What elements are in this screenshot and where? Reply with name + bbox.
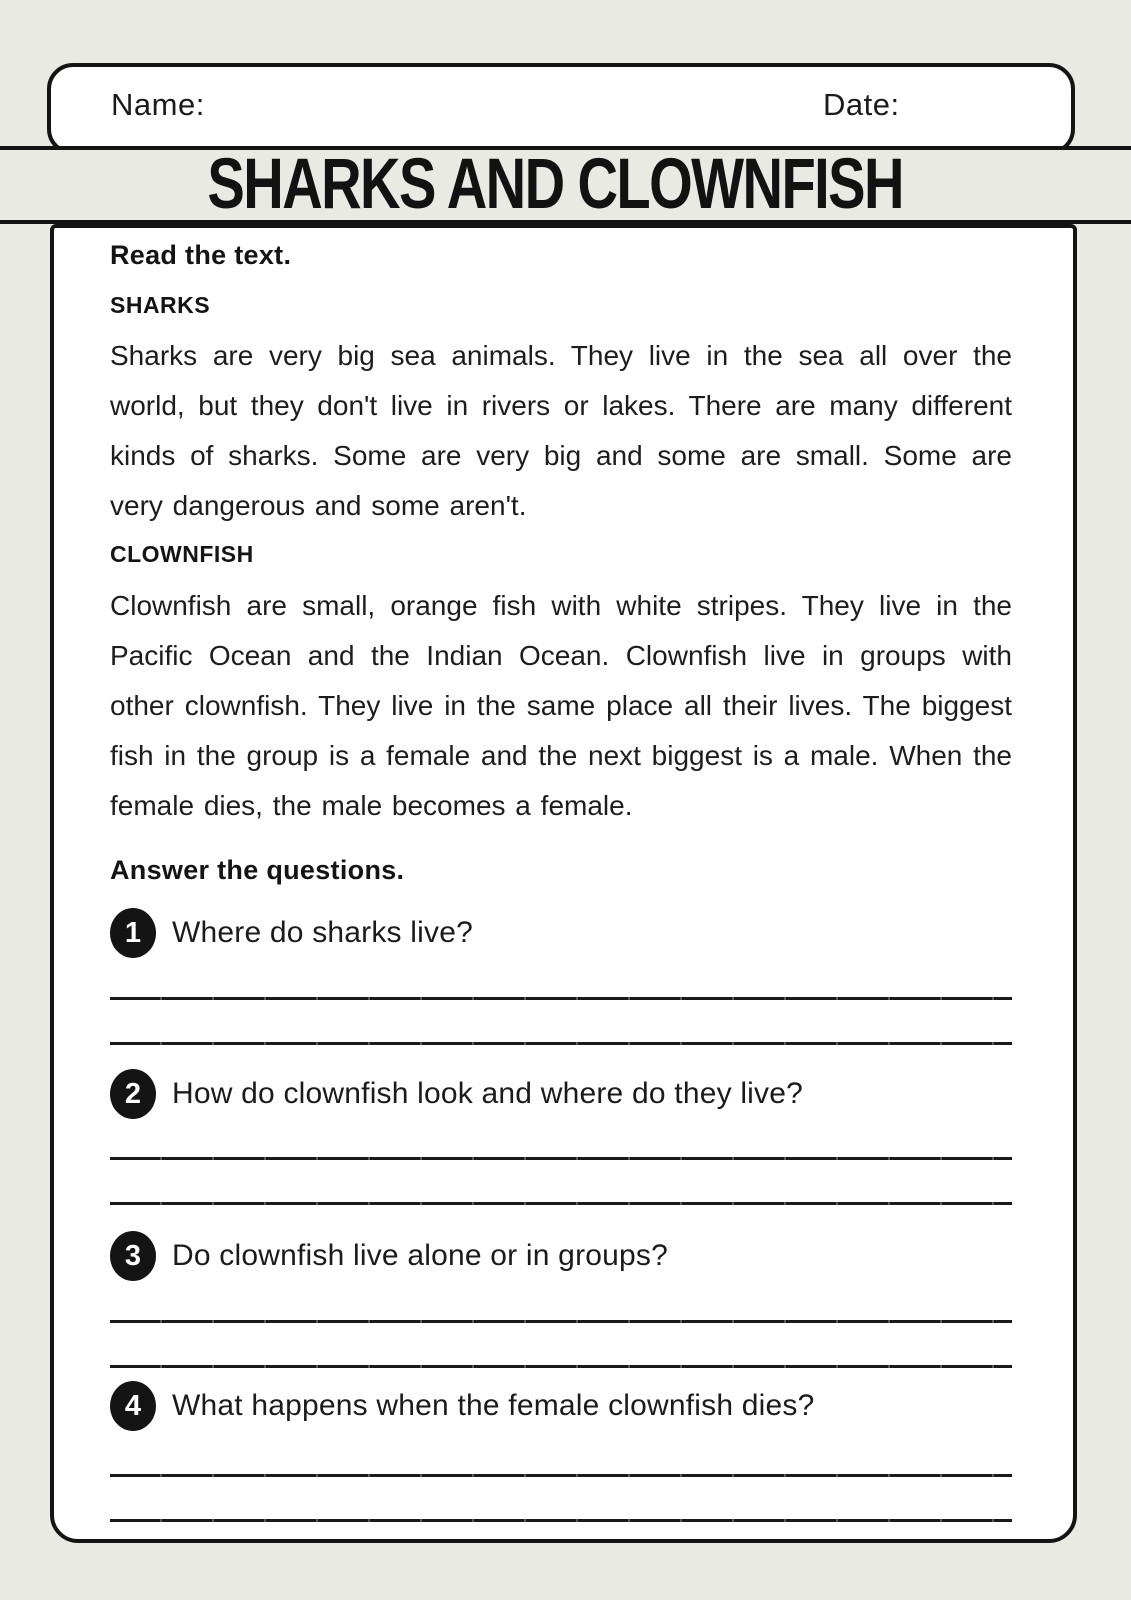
question-1 [110,908,473,958]
date-label: Date: [823,87,900,122]
answer-instruction: Answer the questions. [110,855,405,885]
question-1-number-badge: 1 [110,908,156,958]
sharks-heading: SHARKS [110,292,211,318]
question-1-text: Where do sharks live? [172,916,473,949]
question-3-answer-line-2[interactable] [110,1365,1012,1368]
question-2 [110,1069,803,1119]
question-3 [110,1231,668,1281]
question-3-number-badge: 3 [110,1231,156,1281]
question-4-number-badge: 4 [110,1381,156,1431]
question-4 [110,1381,815,1431]
question-3-answer-line-1[interactable] [110,1320,1012,1323]
question-2-answer-line-1[interactable] [110,1157,1012,1160]
content-box [50,224,1077,1543]
clownfish-heading: CLOWNFISH [110,541,254,567]
question-3-text: Do clownfish live alone or in groups? [172,1239,668,1272]
name-label: Name: [111,87,205,122]
title-band [0,146,1131,224]
question-4-answer-line-1[interactable] [110,1474,1012,1477]
question-2-answer-line-2[interactable] [110,1202,1012,1205]
question-1-answer-line-2[interactable] [110,1042,1012,1045]
sharks-paragraph: Sharks are very big sea animals. They live in the sea all over the world, but they don't live in rivers or lakes. There are many different kinds of sharks. Some are very big and some are small. Some are very dangerous and some aren't. [110,340,1012,521]
clownfish-paragraph: Clownfish are small, orange fish with white stripes. They live in the Pacific Ocean and the Indian Ocean. Clownfish live in groups with other clownfish. They live in the same place all their lives. The biggest fish in the group is a female and the next biggest is a male. When the female dies, the male becomes a female. [110,590,1012,821]
content-inner [58,232,1069,1535]
name-date-box [47,63,1075,155]
question-4-text: What happens when the female clownfish dies? [172,1389,815,1422]
question-4-answer-line-2[interactable] [110,1519,1012,1522]
page-title: SHARKS AND CLOWNFISH [207,145,904,224]
question-2-text: How do clownfish look and where do they live? [172,1077,804,1110]
read-instruction: Read the text. [110,240,292,270]
question-1-answer-line-1[interactable] [110,997,1012,1000]
question-2-number-badge: 2 [110,1069,156,1119]
